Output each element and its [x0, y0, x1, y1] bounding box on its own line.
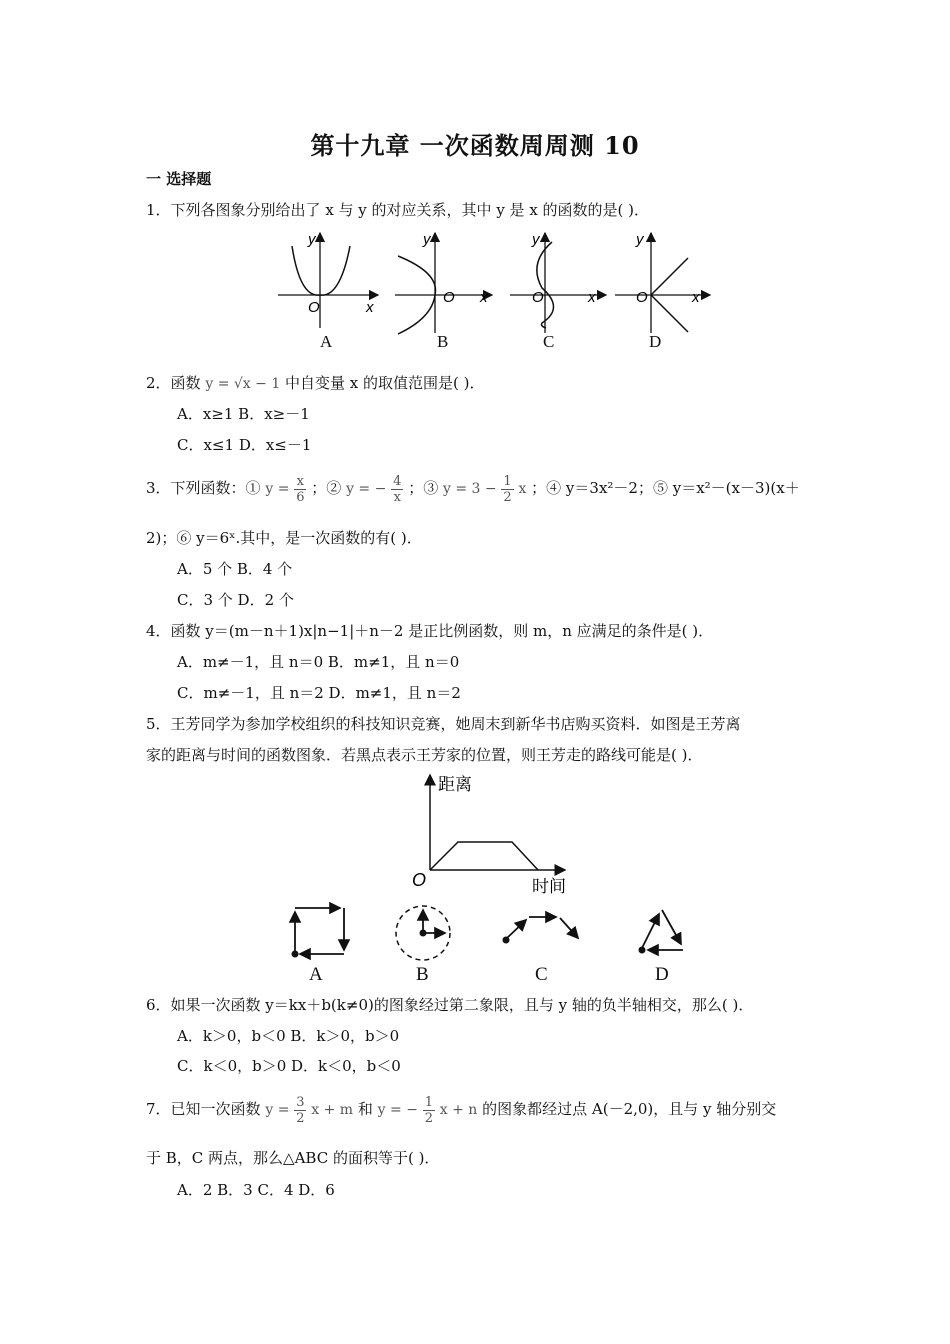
- graph-a-label: A: [320, 332, 333, 351]
- graph-b-x-label: x: [480, 289, 488, 306]
- graph-d: [615, 231, 710, 333]
- route-d: [639, 910, 684, 954]
- q3-f2-lhs: y = −: [346, 481, 387, 497]
- q3-f2-fraction: [391, 474, 403, 505]
- q2-options-row-2: C．x≤1 D．x≤－1: [177, 436, 312, 454]
- q4-options-row-1: A．m≠－1，且 n＝0 B．m≠1，且 n＝0: [177, 653, 460, 671]
- q3-f2-den: x: [393, 489, 401, 505]
- q3-f3-fraction: [501, 474, 513, 505]
- graph-c-y-label: y: [532, 231, 540, 248]
- question-6-text: 6．如果一次函数 y＝kx＋b(k≠0)的图象经过第二象限，且与 y 轴的负半轴相交，那么( )．: [146, 996, 754, 1014]
- q3-f1-fraction: [294, 474, 306, 505]
- graph-c-x-label: x: [588, 289, 596, 306]
- q3-sep3: ；③: [408, 479, 439, 497]
- question-5-line-2: 家的距离与时间的函数图象．若黑点表示王芳家的位置，则王芳走的路线可能是( )．: [146, 746, 703, 764]
- q7-f1-rhs: x + m: [311, 1102, 354, 1118]
- q7-f2-den: 2: [424, 1110, 433, 1126]
- question-3-text: [146, 468, 800, 509]
- graph-b-origin: O: [443, 289, 455, 306]
- q7-f1-lhs: y =: [265, 1102, 290, 1118]
- graph-a: [278, 231, 378, 328]
- q3-prefix: 3．下列函数：①: [146, 479, 261, 497]
- route-a-label: A: [309, 964, 323, 985]
- q3-options-row-1: A．5 个 B．4 个: [177, 560, 293, 578]
- q6-options-row-1: A．k＞0，b＜0 B．k＞0，b＞0: [177, 1027, 400, 1045]
- q5-ylabel: 距离: [438, 775, 472, 794]
- graph-c-origin: O: [532, 289, 544, 306]
- q3-f3-num: 1: [503, 473, 512, 489]
- graph-d-origin: O: [636, 289, 648, 306]
- graph-d-x-label: x: [692, 289, 700, 306]
- question-1-text: 1．下列各图象分别给出了 x 与 y 的对应关系，其中 y 是 x 的函数的是( )．: [146, 201, 650, 219]
- q7-f2-rhs: x + n: [439, 1102, 478, 1118]
- q7-f2-num: 1: [424, 1094, 433, 1110]
- q2-suffix: 中自变量 x 的取值范围是( )．: [285, 374, 485, 392]
- route-a: [292, 908, 345, 958]
- q7-mid: 和: [357, 1100, 373, 1118]
- q3-f1-lhs: y =: [265, 481, 290, 497]
- q7-f2-fraction: [423, 1095, 435, 1126]
- q7-prefix: 7．已知一次函数: [146, 1100, 261, 1118]
- q4-options-row-2: C．m≠－1，且 n＝2 D．m≠1，且 n＝2: [177, 684, 461, 702]
- graph-d-label: D: [649, 332, 662, 351]
- q7-f2-lhs: y = −: [377, 1102, 418, 1118]
- graph-d-y-label: y: [636, 231, 644, 248]
- q3-options-row-2: C．3 个 D．2 个: [177, 591, 294, 609]
- question-5-line-1: 5．王芳同学为参加学校组织的科技知识竞赛，她周末到新华书店购买资料．如图是王芳离: [146, 715, 741, 733]
- question-5-distance-time-graph: [400, 770, 580, 895]
- route-b-label: B: [416, 964, 429, 985]
- graph-a-x-label: x: [366, 299, 374, 316]
- question-2-text: [146, 373, 485, 394]
- graph-b-label: B: [437, 332, 449, 351]
- q7-tail: 的图象都经过点 A(－2,0)，且与 y 轴分别交: [482, 1100, 777, 1118]
- q7-f1-num: 3: [296, 1094, 305, 1110]
- question-3-line-2: 2)；⑥ y＝6ˣ.其中，是一次函数的有( )．: [146, 529, 422, 547]
- graph-c-label: C: [543, 332, 555, 351]
- graph-b-y-label: y: [423, 231, 431, 248]
- graph-c: [510, 231, 606, 333]
- q3-f2-num: 4: [393, 473, 402, 489]
- question-7-text: [146, 1090, 776, 1129]
- q7-f1-fraction: [294, 1095, 306, 1126]
- graph-a-origin: O: [308, 299, 320, 316]
- question-7-line-2: 于 B，C 两点，那么△ABC 的面积等于( )．: [146, 1149, 440, 1167]
- q3-f3-rhs: x: [518, 481, 527, 497]
- q3-f3-den: 2: [503, 489, 512, 505]
- q3-f1-den: 6: [296, 489, 305, 505]
- page-title: 第十九章 一次函数周周测 10: [310, 131, 640, 160]
- q7-options: A．2 B．3 C．4 D．6: [177, 1181, 335, 1199]
- q2-options-row-1: A．x≥1 B．x≥－1: [177, 405, 310, 423]
- graph-b: [395, 231, 492, 334]
- question-5-routes: [280, 900, 700, 970]
- q3-sep2: ；②: [311, 479, 342, 497]
- q2-prefix: 2．函数: [146, 374, 201, 392]
- q3-tail: ；④ y＝3x²－2；⑤ y＝x²－(x－3)(x＋: [531, 479, 800, 497]
- route-c: [503, 917, 579, 944]
- q2-formula: y = √x − 1: [205, 376, 281, 392]
- q6-options-row-2: C．k＜0，b＞0 D．k＜0，b＜0: [177, 1057, 401, 1075]
- q3-f1-num: x: [294, 474, 306, 490]
- route-c-label: C: [535, 964, 548, 985]
- route-b: [396, 906, 450, 960]
- q5-origin: O: [412, 870, 427, 890]
- q5-xlabel: 时间: [532, 877, 566, 895]
- route-d-label: D: [655, 964, 669, 985]
- q3-f3-lhs: y = 3 −: [442, 481, 497, 497]
- question-4-text: 4．函数 y＝(m－n＋1)x|n−1|＋n－2 是正比例函数，则 m，n 应满足的条件是( )．: [146, 622, 714, 640]
- section-heading: 一 选择题: [146, 170, 212, 188]
- q7-f1-den: 2: [296, 1110, 305, 1126]
- graph-a-y-label: y: [308, 231, 316, 248]
